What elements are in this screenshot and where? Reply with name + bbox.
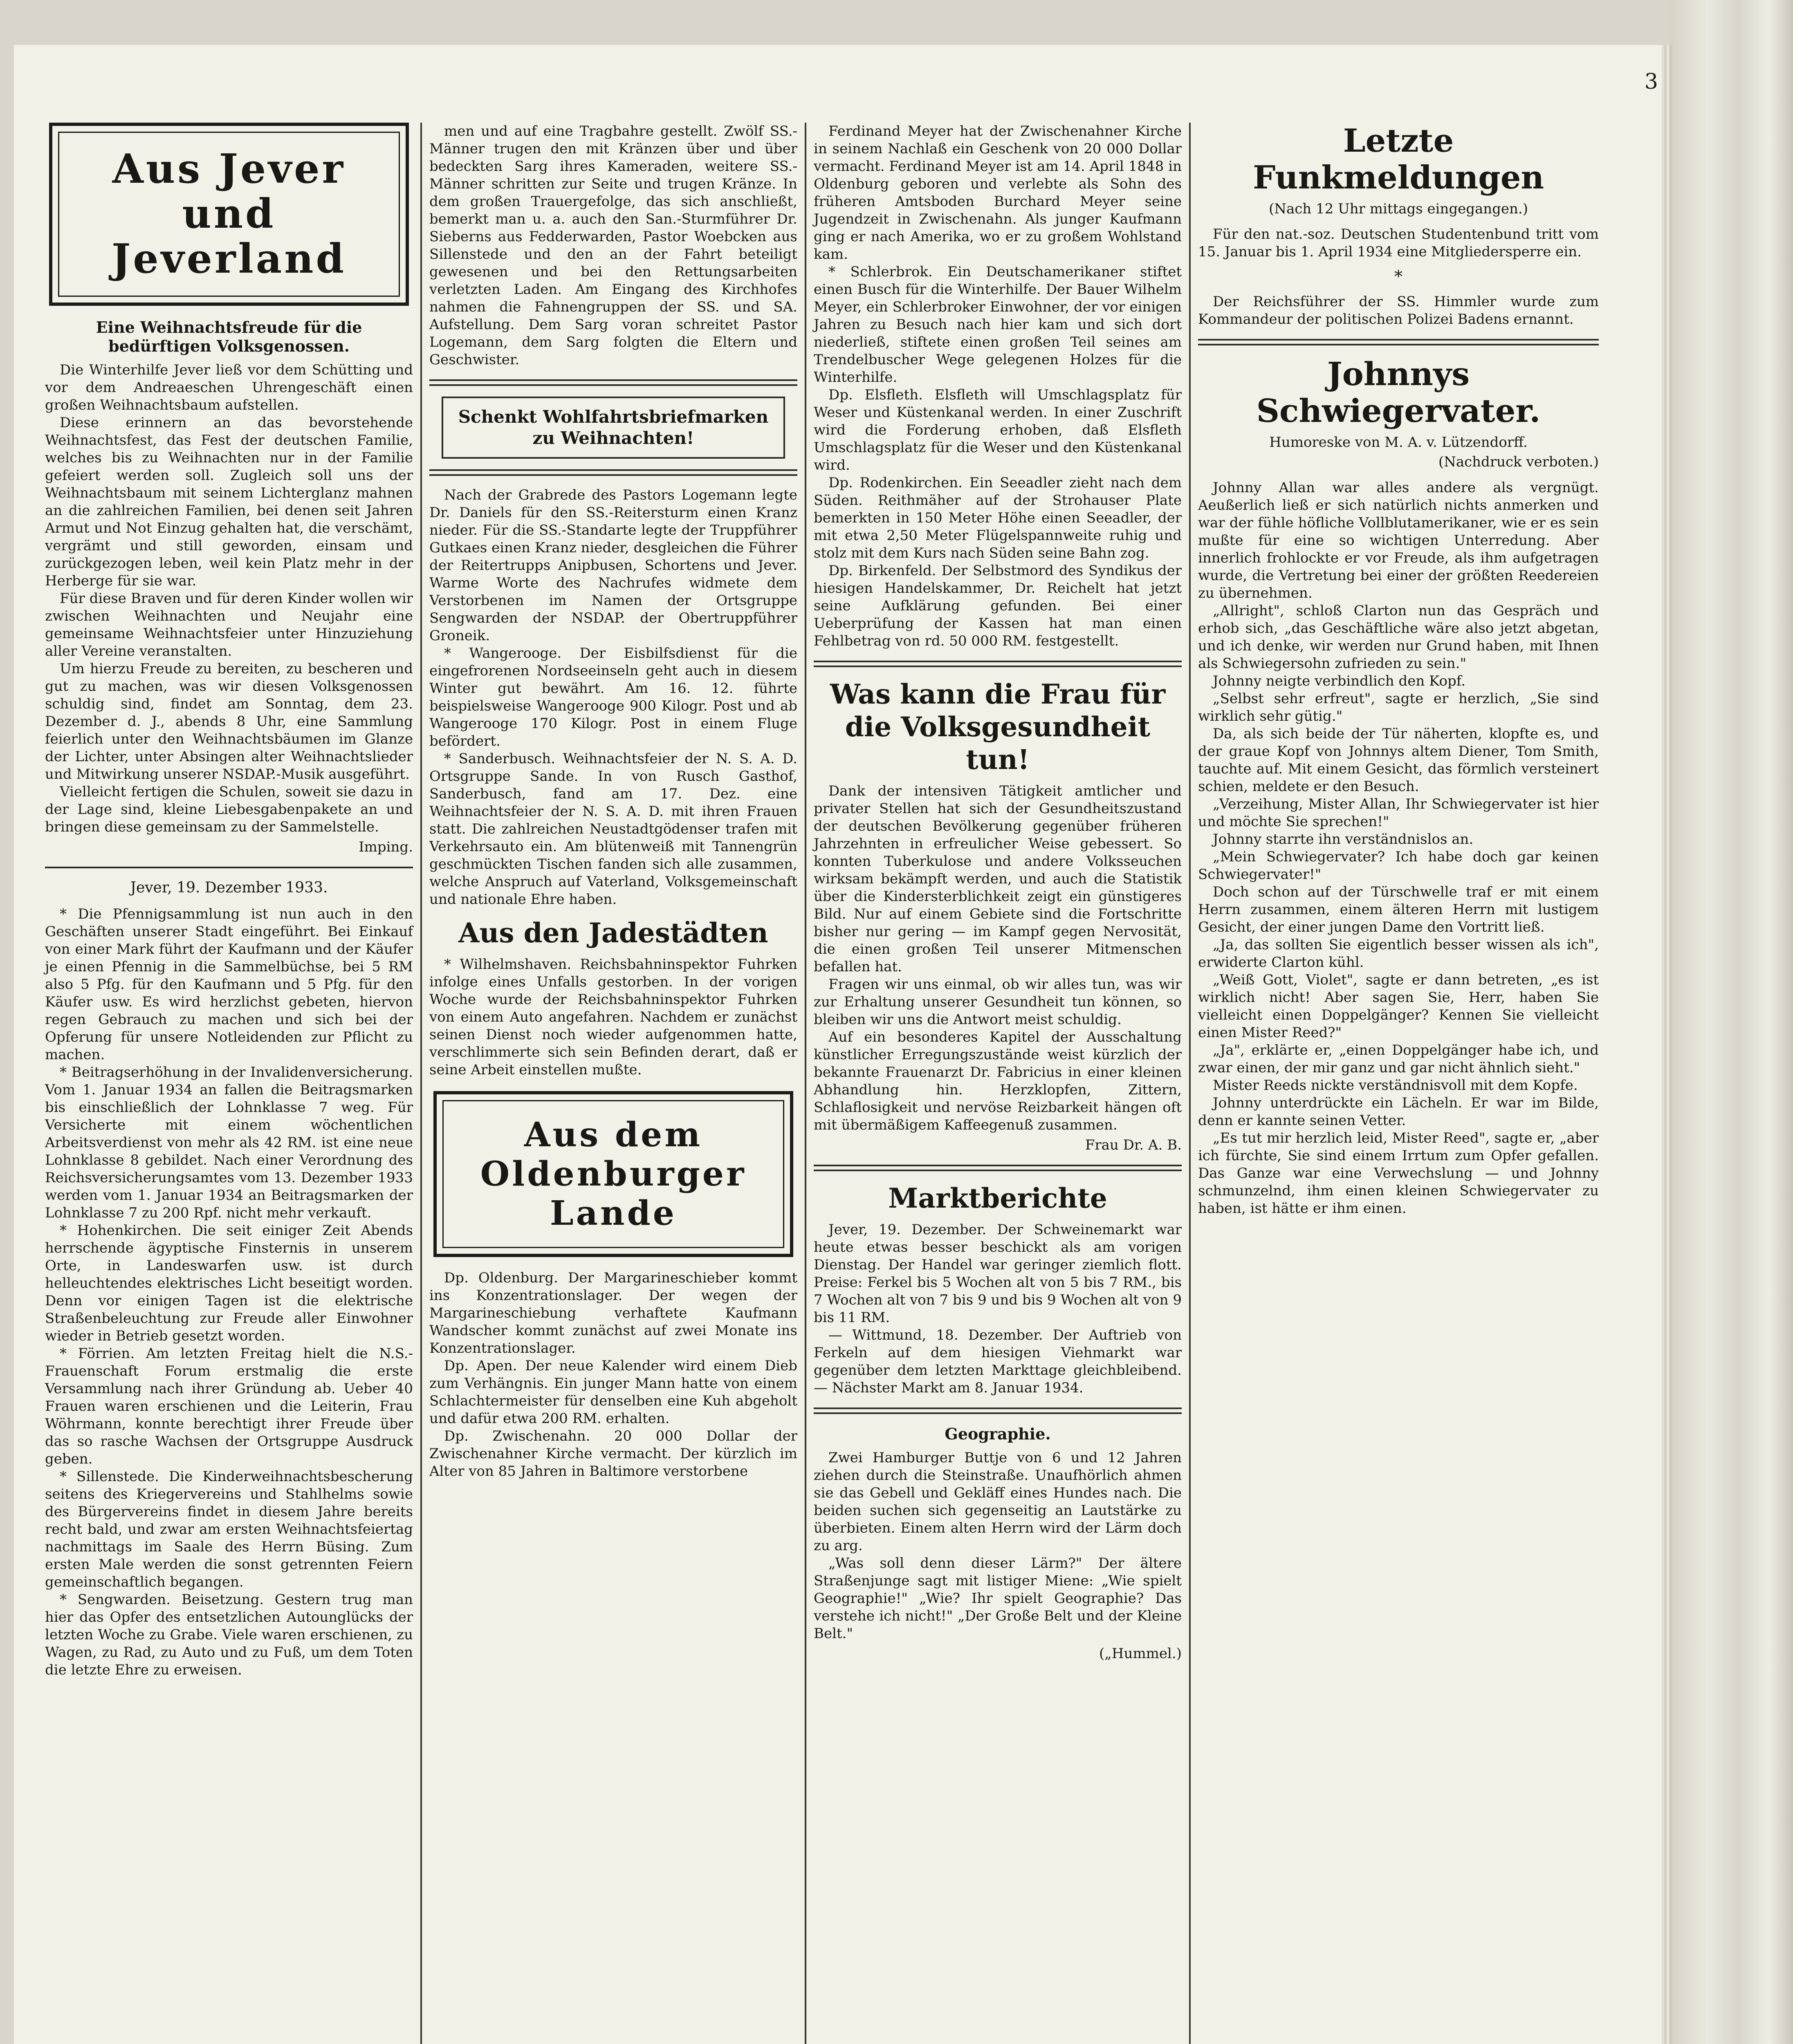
paragraph: „Selbst sehr erfreut", sagte er herzlich, „Sie sind wirklich sehr gütig." [1198,690,1599,724]
paragraph: „Mein Schwiegervater? Ich habe doch gar keinen Schwiegervater!" [1198,849,1599,883]
book-edge [1670,0,1793,2044]
boxed-notice: Schenkt Wohlfahrtsbriefmarken zu Weihnachten! [442,397,785,459]
section-title: Marktberichte [888,1182,1107,1214]
paragraph: Zwei Hamburger Buttje von 6 und 12 Jahren ziehen durch die Steinstraße. Unaufhörlich ahmen sie das Gebell und Gekläff eines Hundes nach. Die beiden suchen sich gegenseitig an Lautstärke zu überbieten. Einem alten Herrn wird der Lärm doch zu arg. [814,1450,1182,1554]
news-item: * Beitragserhöhung in der Invalidenversicherung. Vom 1. Januar 1934 an fallen die Beitragsmarken bis einschließlich der Lohnklasse 7 weg. Für Versicherte mit einem wöchentlichen Arbeitsverdienst von mehr als 42 RM. ist eine neue Lohnklasse 8 gebildet. Nach einer Verordnung des Reichsversicherungsamtes vom 13. Dezember 1933 werden vom 1. Januar 1934 an Beitragsmarken der Lohnklasse 7 zu 200 Rpf. nicht mehr verkauft. [45,1064,413,1221]
double-rule [814,661,1182,667]
news-item: * Die Pfennigsammlung ist nun auch in den Geschäften unserer Stadt eingeführt. Bei Einkauf von einer Mark führt der Kaufmann und der Käufer je einen Pfennig in die Sammelbüchse, bei 5 RM also 5 Pfg. für den Kaufmann und 5 Pfg. für den Käufer usw. Es wird herzlichst gebeten, hiervon regen Gebrauch zu machen und sich bei der Opferung für unsere Notleidenden zur Pflicht zu machen. [45,906,413,1063]
paragraph: Diese erinnern an das bevorstehende Weihnachtsfest, das Fest der deutschen Familie, welches bis zu Weihnachten nur in der Familie gefeiert werden soll. Zugleich soll uns der Weihnachtsbaum mit seinem Lichterglanz mahnen an die zahlreichen Familien, bei denen seit Jahren Armut und Not Einzug gehalten hat, die verschämt, vergrämt und still geworden, einsam und zurückgezogen leben, weil kein Platz mehr in der Herberge für sie war. [45,415,413,589]
news-item: Für den nat.-soz. Deutschen Studentenbund tritt vom 15. Januar bis 1. April 1934 eine Mitgliedersperre ein. [1198,226,1599,260]
section-heading: Aus dem Oldenburger Lande [442,1100,784,1248]
paragraph: „Verzeihung, Mister Allan, Ihr Schwiegervater ist hier und möchte Sie sprechen!" [1198,796,1599,830]
column-rule [1189,123,1191,2044]
paragraph: „Ja, das sollten Sie eigentlich besser wissen als ich", erwiderte Clarton kühl. [1198,937,1599,970]
paragraph: men und auf eine Tragbahre gestellt. Zwölf SS.-Männer trugen den mit Kränzen über und über bedeckten Sarg ihres Kameraden, weitere SS.-Männer schritten zur Seite und trugen Kränze. In dem großen Trauergefolge, das sich anschließt, bemerkt man u. a. auch den San.-Sturmführer Dr. Sieberns aus Fedderwarden, Pastor Woebcken aus Sillenstede und den an der Fahrt beteiligt gewesenen und bei den Rettungsarbeiten verletzten Laden. Am Eingang des Kirchhofes nahmen die Fahnengruppen der SS. und SA. Aufstellung. Dem Sarg voran schreitet Pastor Logemann, dem Sarg folgten die Eltern und Geschwister. [429,123,797,368]
section-title: Letzte Funkmeldungen [1252,122,1544,196]
news-item: Der Reichsführer der SS. Himmler wurde zum Kommandeur der politischen Polizei Badens ernannt. [1198,294,1599,327]
news-item: * Hohenkirchen. Die seit einiger Zeit Abends herrschende ägyptische Finsternis in unserem Orte, in Landeswarfen usw. ist durch helleuchtendes elektrisches Licht beseitigt worden. Denn vor einigen Tagen ist die elektrische Straßenbeleuchtung zur Freude aller Einwohner wieder in Betrieb gesetzt worden. [45,1222,413,1344]
star-divider: * [1394,267,1403,286]
section-title: Aus den Jadestädten [458,917,768,949]
column-2 [429,123,797,1480]
dateline: Jever, 19. Dezember 1933. [130,879,328,896]
signature: Imping. [359,839,413,855]
paragraph: Dank der intensiven Tätigkeit amtlicher und privater Stellen hat sich der Gesundheitszustand der deutschen Bevölkerung gegenüber früheren Jahrzehnten in erfreulicher Weise gebessert. So konnten Tuberkulose und andere Volksseuchen wirksam bekämpft werden, und auch die Statistik über die Kindersterblichkeit zeigt ein günstigeres Bild. Nur auf einem Gebiete sind die Fortschritte bisher nur gering — im Kampf gegen Nervosität, die einen großen Teil unserer Mitmenschen befallen hat. [814,783,1182,975]
paragraph: Ferdinand Meyer hat der Zwischenahner Kirche in seinem Nachlaß ein Geschenk von 20 000 Dollar vermacht. Ferdinand Meyer ist am 14. April 1848 in Oldenburg geboren und verlebte als Sohn des früheren Amtsboden Burchard Meyer seine Jugendzeit in Zwischenahn. Als junger Kaufmann ging er nach Amerika, wo er zu großem Wohlstand kam. [814,123,1182,262]
column-rule [805,123,806,2044]
paragraph: „Es tut mir herzlich leid, Mister Reed", sagte er, „aber ich fürchte, Sie sind einem Irrtum zum Opfer gefallen. Das Ganze war eine Verwechslung — und Johnny schmunzelnd, ihm einen kleinen Schwiegervater zu haben, ist hätte er ihm einen. [1198,1130,1599,1217]
paragraph: „Was soll denn dieser Lärm?" Der ältere Straßenjunge sagt mit listiger Miene: „Wie spielt Geographie!" „Wie? Ihr spielt Geographie? Das verstehe ich nicht!" „Der Große Belt und der Kleine Belt." [814,1555,1182,1642]
separator [45,867,413,868]
paragraph: Um hierzu Freude zu bereiten, zu bescheren und gut zu machen, was wir diesen Volksgenossen schuldig sind, findet am Sonntag, dem 23. Dezember d. J., abends 8 Uhr, eine Sammlung feierlich unter den Weihnachtsbäumen im Glanze der Lichter, unter Absingen alter Weihnachtslieder und Mitwirkung unserer NSDAP.-Musik ausgeführt. [45,661,413,782]
double-rule [814,1407,1182,1414]
news-item: * Wangerooge. Der Eisbilfsdienst für die eingefrorenen Nordseeinseln geht auch in diesem Winter gut bewährt. Am 16. 12. führte beispielsweise Wangerooge 900 Kilogr. Post und ab Wangerooge 170 Kilogr. Post in einem Fluge befördert. [429,645,797,749]
news-item: * Schlerbrok. Ein Deutschamerikaner stiftet einen Busch für die Winterhilfe. Der Bauer Wilhelm Meyer, ein Schlerbroker Einwohner, der vor einigen Jahren zu Besuch nach hier kam und sich dort niederließ, stiftete einen großen Teil seines am Trendelbuscher Wege gelegenen Holzes für die Winterhilfe. [814,264,1182,385]
news-item: Dp. Elsfleth. Elsfleth will Umschlagsplatz für Weser und Küstenkanal werden. In einer Zuschrift wird die Forderung erhoben, daß Elsfleth Umschlagsplatz für die Weser und den Küstenkanal wird. [814,387,1182,473]
paragraph: Johnny starrte ihn verständnislos an. [1213,831,1474,847]
paragraph: Johnny unterdrückte ein Lächeln. Er war im Bilde, denn er kannte seinen Vetter. [1198,1095,1599,1129]
news-item: * Sanderbusch. Weihnachtsfeier der N. S. A. D. Ortsgruppe Sande. In von Rusch Gasthof, Sanderbusch, fand am 17. Dez. eine Weihnachtsfeier der N. S. A. D. mit ihren Frauen statt. Die zahlreichen Neustadtgödenser trafen mit Verkehrsauto ein. Am blütenweiß mit Tannengrün geschmückten Tischen fanden sich alle zusammen, welche Anspruch auf Vaterland, Volksgemeinschaft und nationale Ehre haben. [429,751,797,908]
paragraph: „Ja", erklärte er, „einen Doppelgänger habe ich, und zwar einen, der mir ganz und gar nicht ähnlich sieht." [1198,1042,1599,1076]
news-item: * Sengwarden. Beisetzung. Gestern trug man hier das Opfer des entsetzlichen Autounglücks der letzten Woche zu Grabe. Viele waren erschienen, zu Wagen, zu Rad, zu Auto und zu Fuß, um dem Toten die letzte Ehre zu erweisen. [45,1591,413,1678]
news-item: * Wilhelmshaven. Reichsbahninspektor Fuhrken infolge eines Unfalls gestorben. In der vorigen Woche wurde der Reichsbahninspektor Fuhrken von einem Auto angefahren. Nachdem er zunächst seinen Dienst noch wieder aufgenommen hatte, verschlimmerte sich sein Befinden derart, daß er seine Arbeit einstellen mußte. [429,956,797,1078]
signature: („Hummel.) [1099,1645,1182,1662]
news-item: Dp. Oldenburg. Der Margarineschieber kommt ins Konzentrationslager. Der wegen der Margarineschiebung verhaftete Kaufmann Wandscher kommt zunächst auf zwei Monate ins Konzentrationslager. [429,1270,797,1356]
story-byline: Humoreske von M. A. v. Lützendorff. [1269,434,1528,450]
column-4 [1198,123,1599,1217]
paragraph: Auf ein besonderes Kapitel der Ausschaltung künstlicher Erregungszustände weist kürzlich der bekannte Frauenarzt Dr. Fabricius in einer kleinen Abhandlung hin. Herzklopfen, Zittern, Schlaflosigkeit und nervöse Reizbarkeit hängen oft mit übermäßigem Kaffeegenuß zusammen. [814,1029,1182,1133]
column-rule [420,123,422,2044]
paragraph: Johnny Allan war alles andere als vergnügt. Aeußerlich ließ er sich natürlich nichts anmerken und war der fühle höfliche Vollblutamerikaner, wie er es sein mußte für eine so wichtigen Unterredung. Aber innerlich frohlockte er vor Freude, als ihm aufgetragen wurde, die Vertretung bei einer der größten Reedereien zu übernehmen. [1198,480,1599,601]
section-heading-box [433,1091,793,1257]
paragraph: Für diese Braven und für deren Kinder wollen wir zwischen Weihnachten und Neujahr eine gemeinsame Weihnachtsfeier unter Hinzuziehung aller Vereine veranstalten. [45,590,413,659]
news-item: Dp. Rodenkirchen. Ein Seeadler zieht nach dem Süden. Reithmäher auf der Strohauser Plate bemerkten in 150 Meter Höhe einen Seeadler, der mit etwa 2,50 Meter Flügelspannweite ruhig und stolz mit dem Kurs nach Süden seine Bahn zog. [814,475,1182,561]
section-heading-box [49,123,409,306]
news-item: * Sillenstede. Die Kinderweihnachtsbescherung seitens des Kriegervereins und Stahlhelms sowie des Bürgervereins findet in diesem Jahre bereits recht bald, und zwar am ersten Weihnachtsfeiertag nachmittags im Saale des Herrn Büsing. Zum ersten Male werden die sonst getrennten Feiern gemeinschaftlich begangen. [45,1468,413,1590]
article-subheading: Geographie. [945,1425,1051,1443]
double-rule [429,379,797,386]
double-rule [429,469,797,476]
news-item: * Förrien. Am letzten Freitag hielt die N.S.-Frauenschaft Forum erstmalig die erste Versammlung nach ihrer Gründung ab. Ueber 40 Frauen waren erschienen und die Leiterin, Frau Wöhrmann, konnte berechtigt ihrer Freude über das so rasche Wachsen der Ortsgruppe Ausdruck geben. [45,1345,413,1467]
section-title: Was kann die Frau für die Volksgesundheit tun! [830,678,1166,775]
double-rule [814,1165,1182,1171]
double-rule [1198,339,1599,345]
story-title: Johnnys Schwiegervater. [1256,356,1541,430]
paragraph: Doch schon auf der Türschwelle traf er mit einem Herrn zusammen, einem älteren Herrn mit lustigem Gesicht, der einer jungen Dame den Vortritt ließ. [1198,884,1599,935]
column-3 [814,123,1182,1671]
paragraph: „Weiß Gott, Violet", sagte er dann betreten, „es ist wirklich nicht! Aber sagen Sie, Herr, haben Sie vielleicht einen Doppelgänger? Kennen Sie vielleicht einen Mister Reed?" [1198,972,1599,1041]
paragraph: Vielleicht fertigen die Schulen, soweit sie dazu in der Lage sind, kleine Liebesgabenpakete an und bringen diese gemeinsam zu der Sammelstelle. [45,784,413,835]
paragraph: Da, als sich beide der Tür näherten, klopfte es, und der graue Kopf von Johnnys altem Diener, Tom Smith, tauchte auf. Mit einem Gesicht, das förmlich versteinert schien, meldete er den Besuch. [1198,726,1599,795]
paragraph: „Allright", schloß Clarton nun das Gespräch und erhob sich, „das Geschäftliche wäre also jetzt abgetan, und ich denke, wir werden nur Grund haben, mit Ihnen als Schwiegersohn zufrieden zu sein." [1198,603,1599,672]
news-item: Jever, 19. Dezember. Der Schweinemarkt war heute etwas besser beschickt als am vorigen Dienstag. Der Handel war geringer ziemlich flott. Preise: Ferkel bis 5 Wochen alt von 5 bis 7 RM., bis 7 Wochen alt von 7 bis 9 und bis 9 Wochen alt von 9 bis 11 RM. [814,1221,1182,1326]
paragraph: Johnny neigte verbindlich den Kopf. [1213,673,1465,689]
news-item: Dp. Zwischenahn. 20 000 Dollar der Zwischenahner Kirche vermacht. Der kürzlich im Alter von 85 Jahren in Baltimore verstorbene [429,1428,797,1479]
column-1 [45,123,413,1679]
page-number: 3 [1644,69,1658,94]
paragraph: Fragen wir uns einmal, ob wir alles tun, was wir zur Erhaltung unserer Gesundheit tun können, so bleiben wir uns die Antwort meist schuldig. [814,976,1182,1028]
story-note: (Nachdruck verboten.) [1438,454,1599,470]
section-note: (Nach 12 Uhr mittags eingegangen.) [1268,201,1528,217]
news-item: Dp. Birkenfeld. Der Selbstmord des Syndikus der hiesigen Handelskammer, Dr. Reichelt hat jetzt seine Aufklärung gefunden. Bei einer Ueberprüfung der Kassen hat man einen Fehlbetrag von rd. 50 000 RM. festgestellt. [814,563,1182,649]
paragraph: Nach der Grabrede des Pastors Logemann legte Dr. Daniels für den SS.-Reitersturm einen Kranz nieder. Für die SS.-Standarte legte der Truppführer Gutkaes einen Kranz nieder, desgleichen die Führer der Reitertrupps Anipbusen, Schortens und Jever. Warme Worte des Nachrufes widmete dem Verstorbenen im Namen der Ortsgruppe Sengwarden der NSDAP. der Obertruppführer Groneik. [429,487,797,644]
paragraph: Mister Reeds nickte verständnisvoll mit dem Kopfe. [1213,1077,1578,1094]
news-item: Dp. Apen. Der neue Kalender wird einem Dieb zum Verhängnis. Ein junger Mann hatte von einem Schlachtermeister für denselben eine Kuh abgeholt und dafür etwa 200 RM. erhalten. [429,1358,797,1427]
signature: Frau Dr. A. B. [1085,1137,1182,1153]
section-heading: Aus Jever und Jeverland [58,132,400,297]
news-item: — Wittmund, 18. Dezember. Der Auftrieb von Ferkeln auf dem hiesigen Viehmarkt war gegenüber dem letzten Markttage gleichbleibend. — Nächster Markt am 8. Januar 1934. [814,1327,1182,1396]
paragraph: Die Winterhilfe Jever ließ vor dem Schütting und vor dem Andreaeschen Uhrengeschäft einen großen Weihnachtsbaum aufstellen. [45,362,413,413]
article-subheading: Eine Weihnachtsfreude für die bedürftigen Volksgenossen. [96,318,362,355]
